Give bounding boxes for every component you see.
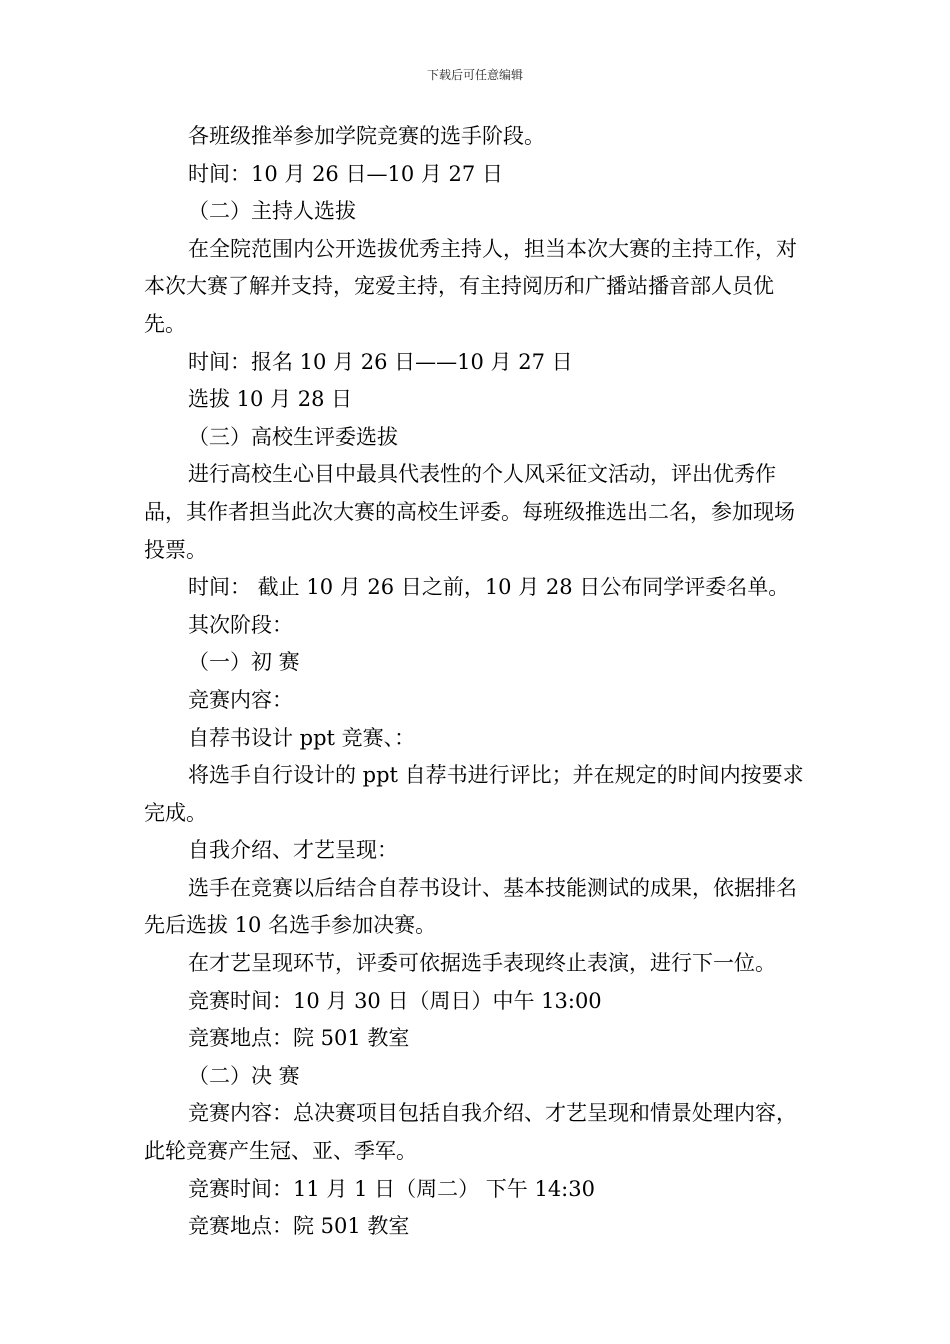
paragraph: 各班级推举参加学院竞赛的选手阶段。: [188, 124, 545, 148]
paragraph: 自我介绍、才艺呈现：: [188, 838, 398, 863]
paragraph: 进行高校生心目中最具代表性的个人风采征文活动，评出优秀作品，其作者担当此次大赛的高校生评委。每班级推选出二名，参加现场投票。: [144, 462, 795, 562]
paragraph: 竞赛内容：: [188, 687, 293, 712]
paragraph: 在才艺呈现环节，评委可依据选手表现终止表演，进行下一位。: [188, 951, 776, 976]
paragraph: 其次阶段：: [188, 612, 293, 637]
paragraph: 竞赛地点：院 501 教室: [188, 1026, 410, 1051]
section-heading: （二）主持人选拔: [188, 199, 356, 224]
section-heading: （二）决 赛: [188, 1063, 300, 1088]
paragraph: 将选手自行设计的 ppt 自荐书进行评比；并在规定的时间内按要求完成。: [144, 763, 804, 825]
paragraph: 选手在竞赛以后结合自荐书设计、基本技能测试的成果，依据排名先后选拔 10 名选手参加决赛。: [144, 875, 797, 938]
paragraph: 时间： 截止 10 月 26 日之前，10 月 28 日公布同学评委名单。: [188, 575, 790, 600]
paragraph: 选拔 10 月 28 日: [188, 387, 353, 412]
paragraph: 在全院范围内公开选拔优秀主持人，担当本次大赛的主持工作，对本次大赛了解并支持，宠爱主持，有主持阅历和广播站播音部人员优先。: [144, 236, 797, 336]
page-header: 下载后可任意编辑: [426, 68, 523, 82]
paragraph: 竞赛内容：总决赛项目包括自我介绍、才艺呈现和情景处理内容，此轮竞赛产生冠、亚、季军。: [144, 1101, 797, 1164]
paragraph: 竞赛时间：10 月 30 日（周日）中午 13:00: [188, 988, 602, 1013]
paragraph: 自荐书设计 ppt 竞赛、：: [188, 725, 416, 750]
paragraph: 竞赛地点：院 501 教室: [188, 1214, 410, 1239]
paragraph: 时间：10 月 26 日—10 月 27 日: [188, 161, 503, 186]
section-heading: （三）高校生评委选拔: [188, 424, 398, 449]
paragraph: 竞赛时间：11 月 1 日（周二） 下午 14:30: [188, 1176, 595, 1201]
paragraph: 时间：报名 10 月 26 日——10 月 27 日: [188, 349, 573, 374]
section-heading: （一）初 赛: [188, 650, 300, 675]
document-body: [144, 118, 809, 1246]
